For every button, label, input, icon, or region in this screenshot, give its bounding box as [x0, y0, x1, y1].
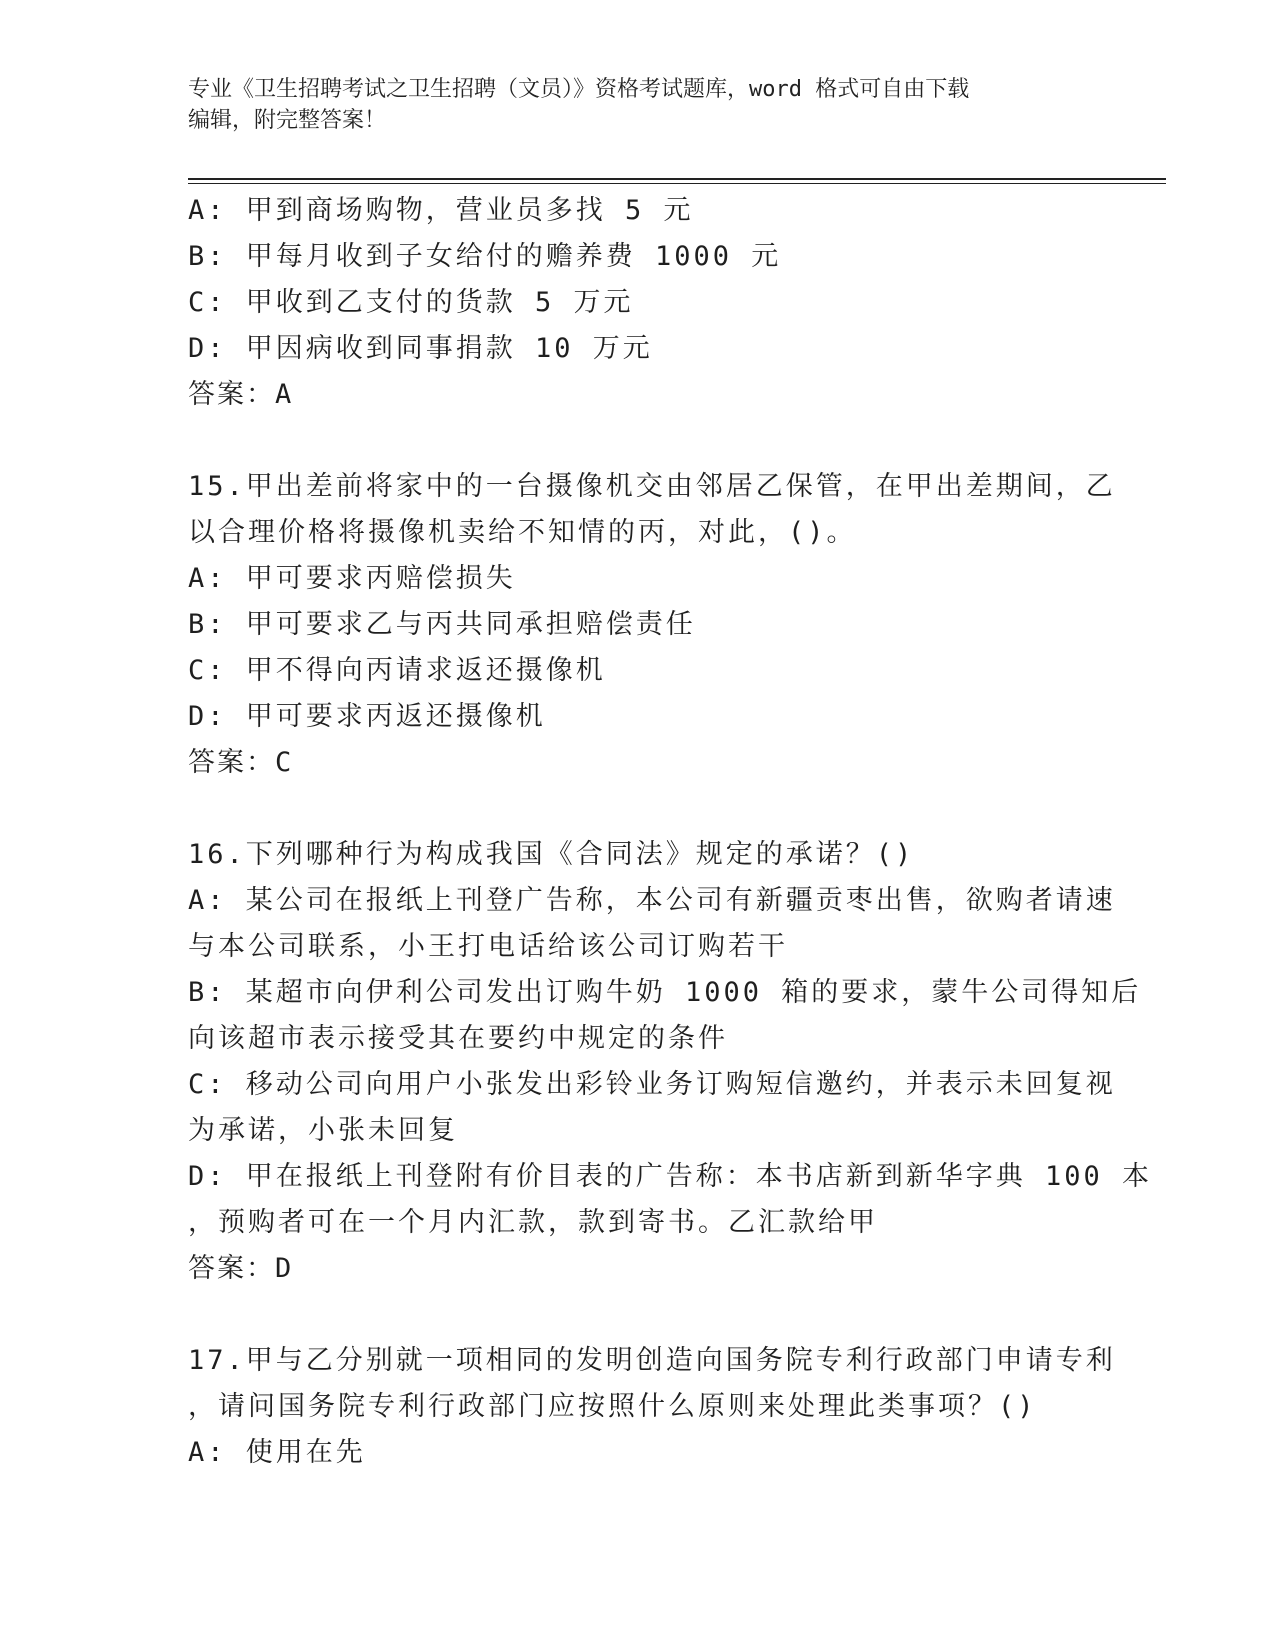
answer-label: 答案：	[188, 1253, 275, 1284]
answer-line	[188, 740, 1088, 786]
answer-value: D	[275, 1253, 294, 1284]
option-c: C: 甲不得向丙请求返还摄像机	[188, 655, 606, 686]
answer-line	[188, 372, 1088, 418]
header-divider-thick	[188, 178, 1166, 180]
header-divider-thin	[188, 183, 1166, 184]
option-a-cont: 与本公司联系，小王打电话给该公司订购若干	[188, 931, 788, 962]
question-stem-line: 15.甲出差前将家中的一台摄像机交由邻居乙保管，在甲出差期间，乙	[188, 471, 1116, 502]
option-a: A: 使用在先	[188, 1437, 366, 1468]
answer-value: C	[275, 747, 294, 778]
option-a: A: 甲可要求丙赔偿损失	[188, 563, 516, 594]
option-c-cont: 为承诺，小张未回复	[188, 1115, 458, 1146]
document-header	[188, 74, 1088, 136]
question-stem-line: 16.下列哪种行为构成我国《合同法》规定的承诺？()	[188, 839, 915, 870]
option-b-cont: 向该超市表示接受其在要约中规定的条件	[188, 1023, 728, 1054]
question-stem-line: ，请问国务院专利行政部门应按照什么原则来处理此类事项？()	[188, 1391, 1037, 1422]
question-stem-line: 以合理价格将摄像机卖给不知情的丙，对此，()。	[188, 517, 857, 548]
question-17	[188, 1338, 1116, 1476]
option-c: C: 移动公司向用户小张发出彩铃业务订购短信邀约，并表示未回复视	[188, 1069, 1116, 1100]
option-d: D: 甲在报纸上刊登附有价目表的广告称：本书店新到新华字典 100 本	[188, 1161, 1153, 1192]
option-b: B: 甲每月收到子女给付的赡养费 1000 元	[188, 241, 782, 272]
question-15	[188, 464, 1116, 786]
answer-label: 答案：	[188, 379, 275, 410]
question-16	[188, 832, 1153, 1292]
spacer	[188, 418, 1088, 464]
spacer	[188, 1292, 1088, 1338]
spacer	[188, 786, 1088, 832]
question-list	[188, 188, 1153, 1476]
header-line-1: 专业《卫生招聘考试之卫生招聘（文员）》资格考试题库，word 格式可自由下载	[188, 77, 970, 102]
question-14	[188, 188, 1088, 418]
option-c: C: 甲收到乙支付的货款 5 万元	[188, 287, 634, 318]
answer-line	[188, 1246, 1088, 1292]
option-d: D: 甲可要求丙返还摄像机	[188, 701, 546, 732]
header-line-2: 编辑，附完整答案！	[188, 108, 387, 133]
answer-label: 答案：	[188, 747, 275, 778]
option-d-cont: ，预购者可在一个月内汇款，款到寄书。乙汇款给甲	[188, 1207, 878, 1238]
option-d: D: 甲因病收到同事捐款 10 万元	[188, 333, 653, 364]
question-stem-line: 17.甲与乙分别就一项相同的发明创造向国务院专利行政部门申请专利	[188, 1345, 1116, 1376]
option-b: B: 甲可要求乙与丙共同承担赔偿责任	[188, 609, 696, 640]
option-a: A: 某公司在报纸上刊登广告称，本公司有新疆贡枣出售，欲购者请速	[188, 885, 1116, 916]
option-b: B: 某超市向伊利公司发出订购牛奶 1000 箱的要求，蒙牛公司得知后	[188, 977, 1142, 1008]
option-a: A: 甲到商场购物，营业员多找 5 元	[188, 195, 694, 226]
answer-value: A	[275, 379, 294, 410]
